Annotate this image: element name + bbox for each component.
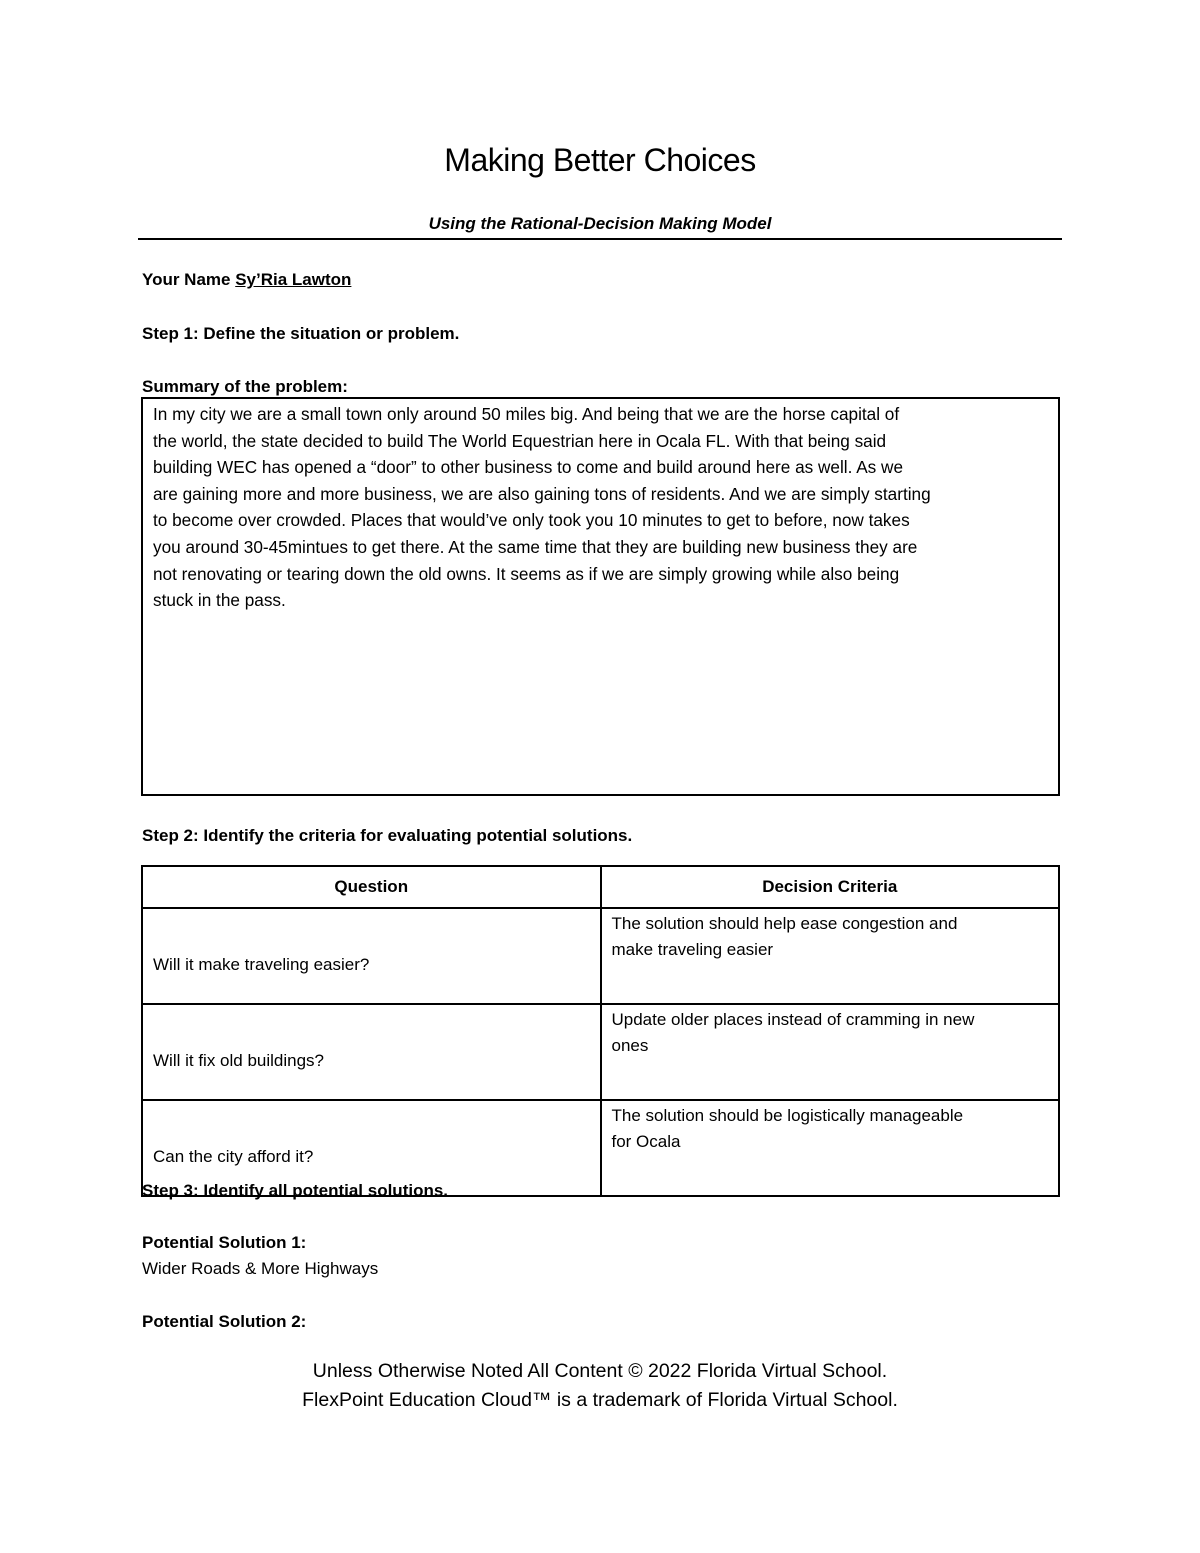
criteria-cell: Update older places instead of cramming in new ones bbox=[601, 1004, 1060, 1100]
page-subtitle: Using the Rational-Decision Making Model bbox=[428, 214, 772, 233]
table-header-row bbox=[142, 866, 1059, 908]
solution2-label: Potential Solution 2: bbox=[142, 1312, 307, 1331]
column-header-question: Question bbox=[142, 866, 601, 908]
name-label: Your Name bbox=[142, 270, 236, 289]
footer-trademark: FlexPoint Education Cloud™ is a trademark of Florida Virtual School. bbox=[302, 1389, 898, 1411]
criteria-table bbox=[141, 865, 1060, 1197]
name-value: Sy’Ria Lawton bbox=[235, 270, 352, 289]
table-row bbox=[142, 1004, 1059, 1100]
solution1-label: Potential Solution 1: bbox=[142, 1233, 307, 1252]
summary-label: Summary of the problem: bbox=[142, 377, 348, 396]
solution1-value: Wider Roads & More Highways bbox=[142, 1259, 379, 1278]
step1-heading: Step 1: Define the situation or problem. bbox=[142, 324, 460, 343]
footer-copyright: Unless Otherwise Noted All Content © 2022 Florida Virtual School. bbox=[312, 1360, 888, 1382]
criteria-cell: The solution should help ease congestion and make traveling easier bbox=[601, 908, 1060, 1004]
step2-heading: Step 2: Identify the criteria for evaluating potential solutions. bbox=[142, 826, 633, 845]
question-cell: Can the city afford it? bbox=[142, 1100, 601, 1196]
table-row bbox=[142, 908, 1059, 1004]
name-line bbox=[142, 270, 351, 290]
page-title: Making Better Choices bbox=[444, 142, 756, 178]
question-cell: Will it make traveling easier? bbox=[142, 908, 601, 1004]
step3-heading: Step 3: Identify all potential solutions. bbox=[142, 1181, 449, 1200]
summary-box bbox=[141, 397, 1060, 796]
question-cell: Will it fix old buildings? bbox=[142, 1004, 601, 1100]
column-header-decision-criteria: Decision Criteria bbox=[601, 866, 1060, 908]
summary-text: In my city we are a small town only around 50 miles big. And being that we are the horse capital of the world, the state decided to build The World Equestrian here in Ocala FL. With that being said building WEC has opened a “door” to other business to come and build around here as well. As we are gaining more and more business, we are also gaining tons of residents. And we are simply starting to become over crowded. Places that would’ve only took you 10 minutes to get to before, now takes you around 30-45mintues to get there. At the same time that they are building new business they are not renovating or tearing down the old owns. It seems as if we are simply growing while also being stuck in the pass. bbox=[153, 404, 931, 611]
criteria-cell: The solution should be logistically manageable for Ocala bbox=[601, 1100, 1060, 1196]
header-divider bbox=[138, 238, 1062, 240]
